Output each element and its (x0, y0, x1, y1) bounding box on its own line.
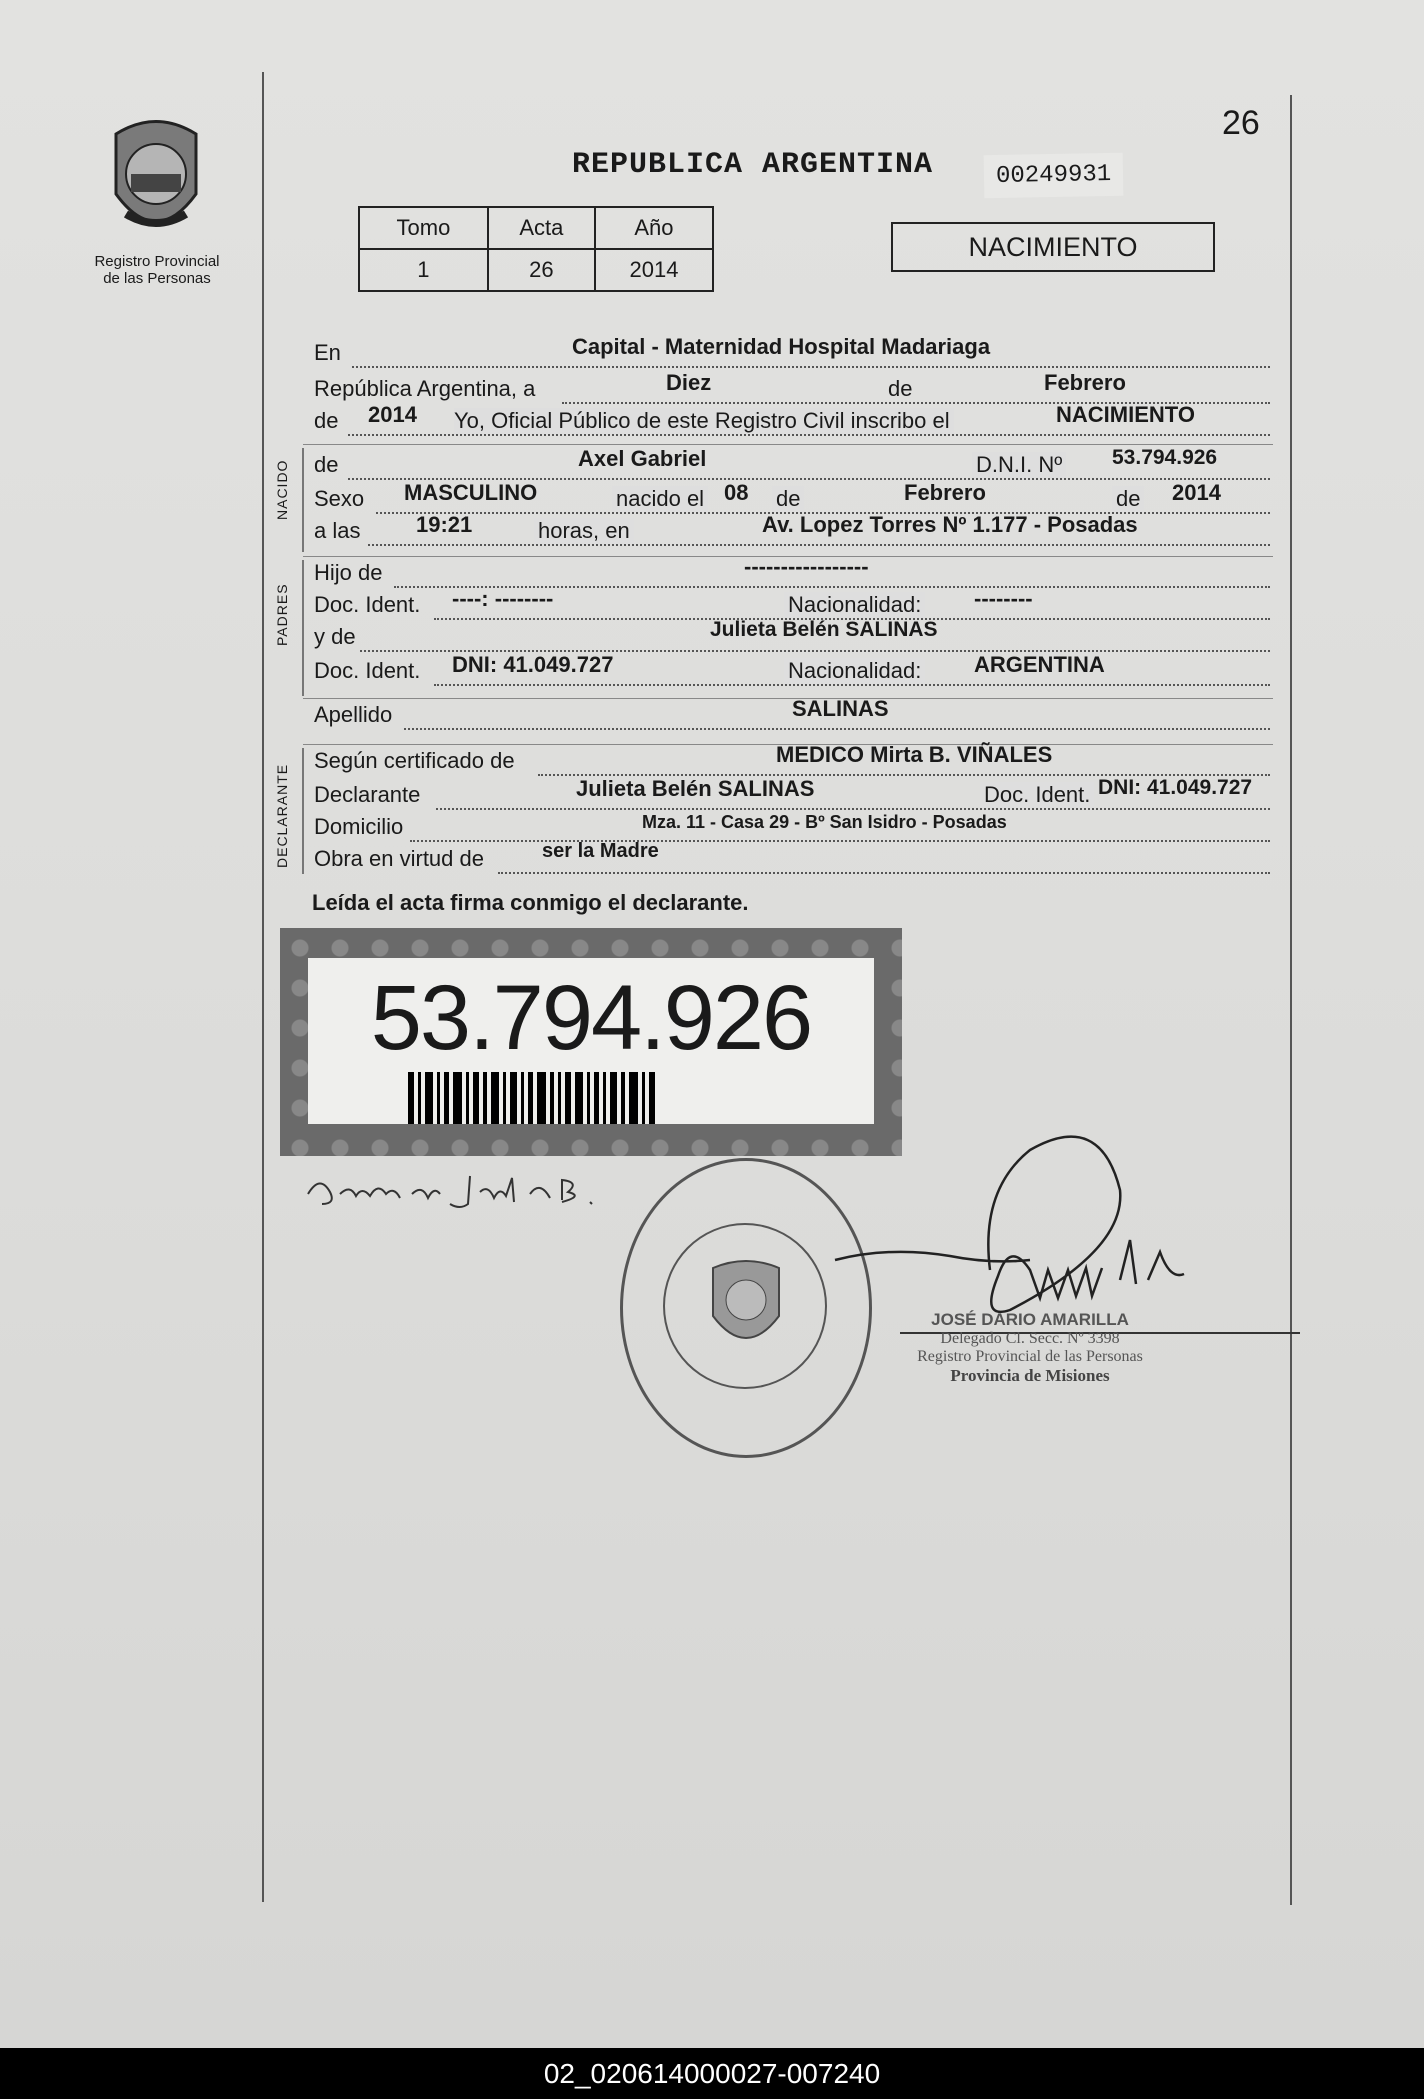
barcode-bar (483, 1072, 487, 1124)
barcode-bar (418, 1072, 421, 1124)
side-label-nacido: NACIDO (274, 459, 290, 520)
official-name: JOSÉ DARIO AMARILLA (931, 1310, 1129, 1329)
label-doc-ident: Doc. Ident. (314, 592, 421, 617)
label-hijo-de: Hijo de (314, 560, 383, 585)
scan-id-footer: 02_020614000027-007240 (0, 2048, 1424, 2099)
value-nac-dia: 08 (724, 480, 749, 505)
barcode-bar (575, 1072, 583, 1124)
nacido-sidebar-line (302, 448, 304, 552)
value-apellido: SALINAS (792, 696, 889, 721)
label-de3: de (1112, 486, 1144, 512)
barcode-bar (565, 1072, 571, 1124)
barcode-bar (629, 1072, 638, 1124)
row-hora-lugar (312, 512, 1270, 548)
barcode-bar (528, 1072, 533, 1124)
page-number: 26 (1222, 104, 1260, 142)
official-block (880, 1310, 1180, 1386)
label-doc-ident3: Doc. Ident. (980, 782, 1094, 808)
label-en: En (314, 340, 341, 365)
label-domicilio: Domicilio (314, 814, 404, 839)
value-tomo: 1 (359, 249, 488, 291)
header-tomo: Tomo (359, 207, 488, 249)
value-certificado: MEDICO Mirta B. VIÑALES (776, 742, 1053, 767)
value-dni: 53.794.926 (1112, 446, 1218, 469)
label-dni: D.N.I. Nº (972, 452, 1066, 478)
label-segun: Según certificado de (314, 748, 515, 773)
label-sexo: Sexo (314, 486, 365, 511)
label-de-anio: de (314, 408, 339, 433)
label-nacionalidad: Nacionalidad: (784, 592, 925, 618)
label-de-mes: de (888, 376, 913, 401)
row-domicilio (312, 812, 1270, 844)
value-sexo: MASCULINO (404, 480, 538, 505)
side-label-declarante: DECLARANTE (274, 763, 290, 868)
barcode-bar (503, 1072, 506, 1124)
label-apellido: Apellido (314, 702, 393, 727)
row-declarante (312, 776, 1270, 812)
value-declarante: Julieta Belén SALINAS (576, 776, 815, 801)
value-hora: 19:21 (416, 512, 473, 537)
value-madre: Julieta Belén SALINAS (710, 618, 938, 641)
dni-sticker (280, 928, 902, 1156)
reference-table-header (359, 207, 713, 249)
left-margin-line (262, 72, 264, 1902)
barcode-bar (425, 1072, 433, 1124)
section-divider-3 (303, 698, 1273, 699)
value-obra: ser la Madre (542, 840, 659, 862)
dni-barcode (408, 1072, 780, 1124)
declarante-sidebar-line (302, 748, 304, 874)
record-type-box: NACIMIENTO (891, 222, 1215, 272)
reference-table-values (359, 249, 713, 291)
row-madre (312, 618, 1270, 654)
row-obra (312, 840, 1270, 876)
row-certificado (312, 742, 1270, 778)
label-oficial: Yo, Oficial Público de este Registro Civil inscribo el (454, 408, 954, 434)
value-acta: 26 (488, 249, 595, 291)
dni-sticker-label (308, 958, 874, 1124)
declarant-signature (300, 1164, 640, 1214)
value-nac-anio: 2014 (1172, 480, 1221, 505)
barcode-bar (550, 1072, 554, 1124)
value-domicilio-nac: Av. Lopez Torres Nº 1.177 - Posadas (762, 512, 1138, 537)
barcode-bar (610, 1072, 617, 1124)
serial-number: 00249931 (984, 153, 1124, 198)
barcode-bar (453, 1072, 462, 1124)
label-obra: Obra en virtud de (314, 846, 484, 871)
row-anio-inscripcion (312, 402, 1270, 438)
official-province: Provincia de Misiones (950, 1366, 1110, 1385)
registry-caption-line1: Registro Provincial (94, 253, 220, 270)
label-a-las: a las (314, 518, 361, 543)
barcode-bar (521, 1072, 524, 1124)
barcode-bar (473, 1072, 479, 1124)
value-lugar: Capital - Maternidad Hospital Madariaga (572, 334, 991, 359)
row-lugar (312, 334, 1270, 370)
section-divider-1 (303, 444, 1273, 445)
padres-sidebar-line (302, 560, 304, 696)
label-horas-en: horas, en (534, 518, 634, 544)
barcode-bar (642, 1072, 645, 1124)
barcode-bar (444, 1072, 449, 1124)
side-label-padres: PADRES (274, 583, 290, 646)
value-anio: 2014 (368, 402, 417, 427)
barcode-bar (587, 1072, 590, 1124)
value-padre: ----------------- (744, 554, 869, 579)
barcode-bar (466, 1072, 469, 1124)
barcode-bar (621, 1072, 625, 1124)
row-nombre (312, 446, 1270, 482)
value-domicilio: Mza. 11 - Casa 29 - Bº San Isidro - Posadas (642, 812, 1007, 832)
official-title: Delegado Cl. Secc. Nº 3398 (940, 1330, 1120, 1347)
closing-statement: Leída el acta firma conmigo el declarante. (312, 890, 749, 915)
label-nacido-el: nacido el (612, 486, 708, 512)
value-declarante-doc: DNI: 41.049.727 (1098, 776, 1253, 799)
value-nombre: Axel Gabriel (578, 446, 707, 471)
value-anio: 2014 (595, 249, 713, 291)
label-declarante: Declarante (314, 782, 421, 807)
value-mes: Febrero (1044, 370, 1126, 395)
value-nac-mes: Febrero (904, 480, 986, 505)
registry-caption (72, 253, 242, 287)
value-padre-nac: -------- (974, 586, 1033, 611)
value-dia: Diez (666, 370, 712, 395)
label-de-nombre: de (314, 452, 339, 477)
document-title: REPUBLICA ARGENTINA (572, 148, 934, 182)
barcode-bar (594, 1072, 599, 1124)
value-inscribo: NACIMIENTO (1056, 402, 1195, 427)
official-registry: Registro Provincial de las Personas (917, 1348, 1143, 1365)
value-madre-nac: ARGENTINA (974, 652, 1105, 677)
barcode-bar (510, 1072, 517, 1124)
dni-sticker-number: 53.794.926 (370, 967, 812, 1069)
right-margin-line (1290, 95, 1292, 1905)
barcode-bar (558, 1072, 561, 1124)
barcode-bar (437, 1072, 440, 1124)
value-madre-doc: DNI: 41.049.727 (452, 652, 614, 677)
header-anio: Año (595, 207, 713, 249)
barcode-bar (649, 1072, 655, 1124)
reference-table (358, 206, 714, 292)
label-republica: República Argentina, a (314, 376, 536, 401)
label-de2: de (772, 486, 804, 512)
label-y-de: y de (314, 624, 356, 649)
label-doc-ident2: Doc. Ident. (314, 658, 421, 683)
barcode-bar (408, 1072, 414, 1124)
barcode-bar (491, 1072, 499, 1124)
row-madre-doc (312, 652, 1270, 688)
barcode-bar (603, 1072, 606, 1124)
province-seal-logo (96, 114, 216, 244)
label-nacionalidad2: Nacionalidad: (784, 658, 925, 684)
barcode-bar (537, 1072, 546, 1124)
stamp-seal-emblem (703, 1256, 789, 1356)
header-acta: Acta (488, 207, 595, 249)
value-padre-doc: ----: -------- (452, 586, 554, 611)
registry-caption-line2: de las Personas (103, 270, 211, 287)
row-apellido (312, 696, 1270, 732)
official-signature (830, 1130, 1250, 1330)
